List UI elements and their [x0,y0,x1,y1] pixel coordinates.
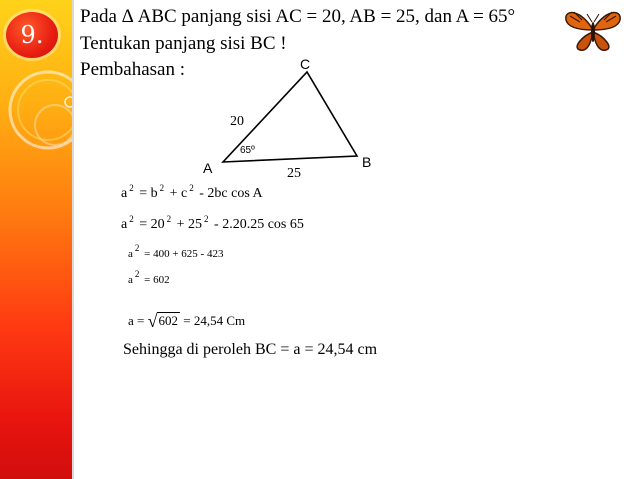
sidebar-divider [72,0,74,479]
square-root-sign: √ [147,311,158,331]
question-number-badge: 9. [6,12,58,58]
equation-evaluate: a $^2$ = 400 + 625 - 423 [128,243,224,260]
conclusion-text: Sehingga di peroleh BC = a = 24,54 cm [123,341,378,358]
equation-sum: a $^2$ = 602 [128,269,170,286]
angle-a-label: 65º [240,145,255,156]
equation-cosine-rule: a $^2$ = b $^2$ + c $^2$ - 2bc cos A [121,183,263,201]
vertex-b-label: B [362,154,372,170]
swirl-decoration [0,0,72,479]
side-ac-label: 20 [230,114,244,129]
vertex-c-label: C [300,56,311,72]
triangle-diagram [180,55,400,185]
question-line-1: Pada Δ ABC panjang sisi AC = 20, AB = 25, dan A = 65° [80,6,516,27]
equation-substitution: a $^2$ = 20 $^2$ + 25 $^2$ - 2.20.25 cos 65 [121,214,304,232]
side-ab-label: 25 [287,166,301,181]
question-line-2: Tentukan panjang sisi BC ! [80,33,287,54]
heading-pembahasan: Pembahasan : [80,59,186,80]
equation-square-root: a = √602 = 24,54 Cm [128,311,246,331]
vertex-a-label: A [203,160,213,176]
decorative-sidebar [0,0,72,479]
butterfly-icon [560,6,626,54]
